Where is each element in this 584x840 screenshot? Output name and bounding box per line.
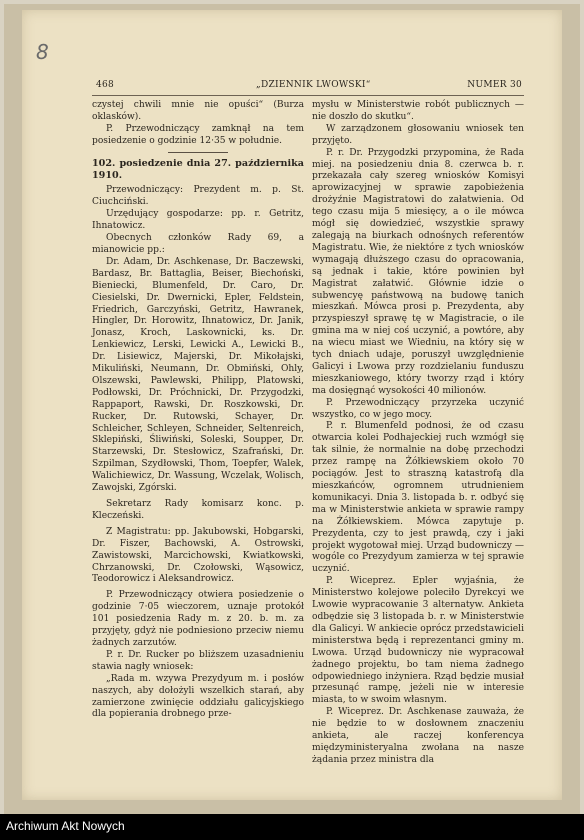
motion-quote: „Rada m. wzywa Prezydyum m. i posłów naszych, aby dołożyli wszelkich starań, aby zamierzone zwinięcie oddziału galicyjskiego dla popierania drobnego prze-: [92, 673, 304, 720]
paragraph: W zarządzonem głosowaniu wniosek ten przyjęto.: [312, 123, 524, 146]
paragraph: P. r. Dr. Przygodzki przypomina, że Rada miej. na posiedzeniu dnia 8. czerwca b. r. przekazała cały szereg wniosków Komisyi aprowizacyjnej w sprawie zapobieżenia drożyźnie Magistratowi do załatwienia. Od tego czasu mija 5 miesięcy, a o ile mówca mógł się dowiedzieć, wszystkie sprawy zalegają na biurkach odnośnych referentów Magistratu. Wie, że niektóre z tych wniosków wymagają dłuższego czasu do opracowania, są jednak i takie, które powinien był Magistrat załatwić. Głównie idzie o subwencyę państwową na budowę tanich mieszkań. Mówca prosi p. Prezydenta, aby przyspieszył sprawę tę w Magistracie, o ile gmina ma w niej coś uczynić, a powtóre, aby na wiecu miast we Wiedniu, na który się w tych dniach udaje, poruszył uwzględnienie Galicyi i Lwowa przy rozdzielaniu funduszu mieszkaniowego, który tworzy rząd i który ma dosięgnąć wysokości 40 milionów.: [312, 147, 524, 396]
chair-line: Przewodniczący: Prezydent m. p. St. Ciuchciński.: [92, 185, 304, 208]
paragraph: mysłu w Ministerstwie robót publicznych — nie doszło do skutku“.: [312, 100, 524, 122]
paragraph: P. r. Dr. Rucker po bliższem uzasadnieniu stawia nagły wniosek:: [92, 649, 304, 672]
archive-name: Archiwum Akt Nowych: [6, 819, 125, 833]
right-column: [312, 100, 524, 767]
header-issue-number: NUMER 30: [467, 80, 522, 90]
present-line: Obecnych członków Rady 69, a mianowicie pp.:: [92, 233, 304, 255]
officials-line: Urzędujący gospodarze: pp. r. Getritz, Ihnatowicz.: [92, 209, 304, 232]
magistrate-line: Z Magistratu: pp. Jakubowski, Hobgarski, Dr. Fiszer, Bachowski, A. Ostrowski, Zawistowski, Marcichowski, Kwiatkowski, Chrzanowski, Dr. Czołowski, Wąsowicz, Teodorowicz i Aleksandrowicz.: [92, 526, 304, 585]
running-header: [96, 80, 522, 94]
header-page-number: 468: [96, 80, 115, 90]
paragraph: P. r. Blumenfeld podnosi, że od czasu otwarcia kolei Podhajeckiej ruch wzmógł się tak silnie, że normalnie na dobę przechodzi przez rampę na Żółkiewskiem około 70 pociągów. Jest to straszną katastrofą dla mieszkańców, ogromnem utrudnieniem komunikacyi. Dnia 3. listopada b. r. odbyć się ma w Ministerstwie ankieta w sprawie rampy na Żółkiewskiem. Mówca zapytuje p. Prezydenta, czy to jest prawdą, czy i jaki projekt wygotował miej. Urząd budowniczy — wogóle co Prezydyum zamierza w tej sprawie uczynić.: [312, 421, 524, 575]
paragraph: P. Wiceprez. Epler wyjaśnia, że Ministerstwo kolejowe poleciło Dyrekcyi we Lwowie wypracowanie 3 alternatyw. Ankieta odbędzie się 3 listopada b. r. w Ministerstwie dla Galicyi. W ankiecie oprócz przedstawicieli ministerstwa będą i reprezentanci gminy m. Lwowa. Urząd budowniczy nie wypracował żadnego projektu, bo tam niema żadnego odpowiedniego inżyniera. Rząd będzie musiał przesunąć rampę, jeżeli nie w interesie miasta, to w swoim własnym.: [312, 576, 524, 706]
handwritten-page-note: 8: [36, 40, 49, 64]
paragraph: P. Przewodniczący zamknął na tem posiedzenie o godzinie 12·35 w południe.: [92, 123, 304, 146]
secretary-line: Sekretarz Rady komisarz konc. p. Kleczeński.: [92, 499, 304, 521]
header-journal-title: „DZIENNIK LWOWSKI“: [256, 80, 371, 90]
left-column: [92, 100, 304, 721]
paragraph: czystej chwili mnie nie opuści“ (Burza oklasków).: [92, 100, 304, 122]
paragraph: P. Przewodniczący otwiera posiedzenie o godzinie 7·05 wieczorem, uznaje protokół 101 posiedzenia Rady m. z 20. b. m. za przyjęty, gdyż nie podniesiono przeciw niemu żadnych zarzutów.: [92, 590, 304, 648]
header-rule: [92, 95, 524, 96]
paragraph: P. Wiceprez. Dr. Aschkenase zauważa, że nie będzie to w dosłownem znaczeniu ankieta, ale raczej konferencya międzyministeryalna zwołana na nasze żądania przez ministra dla: [312, 707, 524, 765]
members-list: Dr. Adam, Dr. Aschkenase, Dr. Baczewski, Bardasz, Br. Battaglia, Beiser, Biechoński, Bieniecki, Blumenfeld, Dr. Caro, Dr. Ciesielski, Dr. Dwernicki, Epler, Feldstein, Friedrich, Garczyński, Getritz, Hawranek, Hingler, Dr. Horowitz, Ihnatowicz, Dr. Janik, Jonasz, Kroch, Laskownicki, ks. Dr. Lenkiewicz, Lerski, Lewicki A., Lewicki B., Dr. Lisiewicz, Majerski, Dr. Mikołajski, Mikuliński, Neumann, Dr. Obmiński, Ohly, Olszewski, Pawlewski, Philipp, Platowski, Podłowski, Dr. Próchnicki, Dr. Przygodzki, Rappaport, Rawski, Dr. Roszkowski, Dr. Rucker, Dr. Rutowski, Schayer, Dr. Schleicher, Schleyen, Schneider, Seltenreich, Sklepiński, Śliwiński, Soleski, Soupper, Dr. Starzewski, Dr. Stesłowicz, Szafrański, Dr. Szpilman, Szydłowski, Thom, Toepfer, Walek, Walichiewicz, Dr. Wassung, Wczelak, Wolisch, Zawojski, Zgórski.: [92, 256, 304, 494]
archive-footer-bar: [0, 814, 584, 840]
section-title: 102. posiedzenie dnia 27. października 1910.: [92, 157, 304, 181]
section-divider: [168, 152, 228, 153]
paragraph: P. Przewodniczący przyrzeka uczynić wszystko, co w jego mocy.: [312, 397, 524, 420]
